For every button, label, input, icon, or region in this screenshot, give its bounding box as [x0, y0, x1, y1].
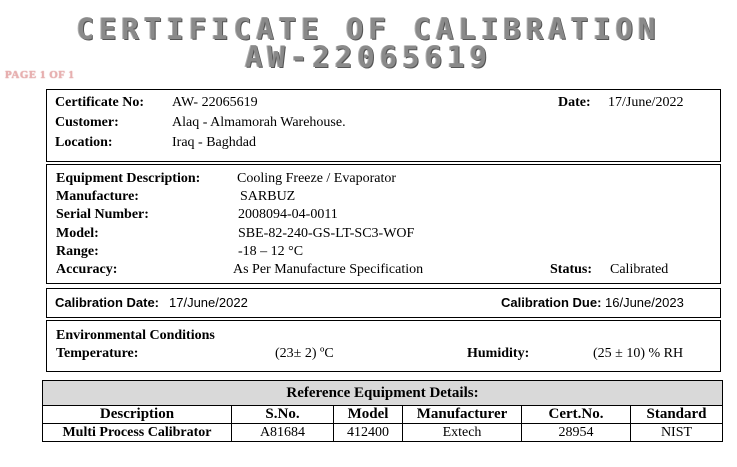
- cell-standard: NIST: [631, 424, 723, 442]
- calibration-date-label: Calibration Date:: [55, 295, 160, 310]
- status-value: Calibrated: [610, 262, 669, 277]
- table-row: [43, 424, 723, 442]
- equipment-description-value: Cooling Freeze / Evaporator: [237, 171, 397, 186]
- cell-description: Multi Process Calibrator: [43, 424, 232, 442]
- column-header-serial-no: S.No.: [232, 406, 334, 424]
- status-label: Status:: [550, 262, 593, 277]
- location-value: Iraq - Baghdad: [172, 135, 256, 150]
- customer-value: Alaq - Almamorah Warehouse.: [172, 115, 346, 130]
- cell-cert-no: 28954: [522, 424, 631, 442]
- cell-model: 412400: [334, 424, 403, 442]
- calibration-date-value: 17/June/2022: [169, 295, 248, 310]
- table-header-row: [43, 406, 723, 424]
- temperature-value: (23± 2) ºC: [275, 346, 334, 361]
- date-value: 17/June/2022: [608, 95, 684, 110]
- environment-heading: Environmental Conditions: [56, 328, 215, 343]
- column-header-description: Description: [43, 406, 232, 424]
- reference-table-caption: Reference Equipment Details:: [43, 381, 723, 406]
- column-header-standard: Standard: [631, 406, 723, 424]
- manufacture-label: Manufacture:: [56, 189, 139, 204]
- reference-equipment-table: [42, 380, 723, 442]
- calibration-due-value: 16/June/2023: [605, 295, 684, 310]
- humidity-label: Humidity:: [467, 346, 530, 361]
- certificate-no-label: Certificate No:: [55, 95, 145, 110]
- certificate-title: CERTIFICATE OF CALIBRATION: [76, 12, 661, 46]
- location-label: Location:: [55, 135, 113, 150]
- model-value: SBE-82-240-GS-LT-SC3-WOF: [238, 226, 415, 241]
- serial-number-value: 2008094-04-0011: [238, 207, 338, 222]
- accuracy-value: As Per Manufacture Specification: [233, 262, 424, 277]
- temperature-label: Temperature:: [56, 346, 139, 361]
- range-value: -18 – 12 °C: [238, 244, 304, 259]
- column-header-model: Model: [334, 406, 403, 424]
- certificate-no-value: AW- 22065619: [172, 95, 258, 110]
- equipment-description-label: Equipment Description:: [56, 171, 201, 186]
- date-label: Date:: [558, 95, 591, 110]
- range-label: Range:: [56, 244, 99, 259]
- column-header-cert-no: Cert.No.: [522, 406, 631, 424]
- accuracy-label: Accuracy:: [56, 262, 118, 277]
- page-indicator: PAGE 1 OF 1: [5, 69, 75, 81]
- certificate-number-title: AW-22065619: [244, 40, 493, 74]
- serial-number-label: Serial Number:: [56, 207, 149, 222]
- column-header-manufacturer: Manufacturer: [403, 406, 522, 424]
- model-label: Model:: [56, 226, 99, 241]
- customer-label: Customer:: [55, 115, 119, 130]
- calibration-due-label: Calibration Due:: [501, 295, 602, 310]
- humidity-value: (25 ± 10) % RH: [593, 346, 684, 361]
- cell-serial-no: A81684: [232, 424, 334, 442]
- manufacture-value: SARBUZ: [240, 189, 296, 204]
- cell-manufacturer: Extech: [403, 424, 522, 442]
